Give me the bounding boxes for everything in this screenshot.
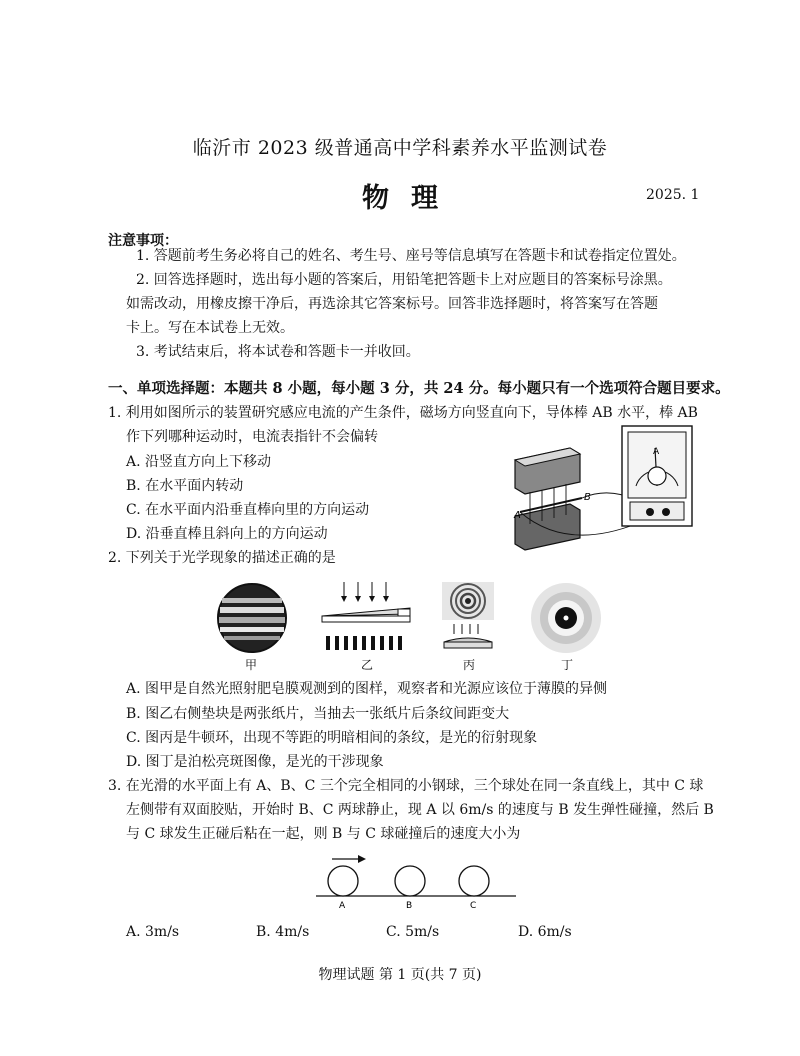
q1-stem-line1: 1. 利用如图所示的装置研究感应电流的产生条件，磁场方向竖直向下，导体棒 AB 水平，棒 AB bbox=[108, 405, 698, 421]
q2-option-a: A. 图甲是自然光照射肥皂膜观测到的图样，观察者和光源应该位于薄膜的异侧 bbox=[126, 681, 608, 697]
q3-option-d: D. 6m/s bbox=[518, 924, 572, 940]
q3-stem-line3: 与 C 球发生正碰后粘在一起，则 B 与 C 球碰撞后的速度大小为 bbox=[126, 826, 521, 842]
exam-title: 临沂市 2023 级普通高中学科素养水平监测试卷 bbox=[192, 137, 608, 159]
q2-option-c: C. 图丙是牛顿环，出现不等距的明暗相间的条纹，是光的衍射现象 bbox=[126, 730, 538, 746]
q1-option-d: D. 沿垂直棒且斜向上的方向运动 bbox=[126, 526, 328, 542]
q1-meter-label: A bbox=[653, 447, 660, 457]
note-item: 如需改动，用橡皮擦干净后，再选涂其它答案标号。回答非选择题时，将答案写在答题 bbox=[126, 296, 658, 312]
ball-label-b: B bbox=[406, 901, 413, 911]
q1-option-c: C. 在水平面内沿垂直棒向里的方向运动 bbox=[126, 502, 370, 518]
page-footer: 物理试题 第 1 页(共 7 页) bbox=[318, 967, 482, 983]
ball-b bbox=[395, 866, 425, 896]
q1-stem-line2: 作下列哪种运动时，电流表指针不会偏转 bbox=[126, 429, 378, 445]
section-heading: 一、单项选择题：本题共 8 小题，每小题 3 分，共 24 分。每小题只有一个选项符合题目要求。 bbox=[108, 380, 730, 397]
notes-heading: 注意事项： bbox=[108, 233, 178, 249]
q3-option-b: B. 4m/s bbox=[256, 924, 310, 940]
exam-date: 2025. 1 bbox=[646, 187, 700, 203]
q3-stem-line1: 3. 在光滑的水平面上有 A、B、C 三个完全相同的小钢球，三个球处在同一条直线上，其中 C 球 bbox=[108, 778, 704, 794]
note-item: 2. 回答选择题时，选出每小题的答案后，用铅笔把答题卡上对应题目的答案标号涂黑。 bbox=[136, 272, 672, 288]
q3-stem-line2: 左侧带有双面胶贴，开始时 B、C 两球静止，现 A 以 6m/s 的速度与 B 发生弹性碰撞，然后 B bbox=[126, 802, 714, 818]
q1-option-b: B. 在水平面内转动 bbox=[126, 478, 244, 494]
q3-balls-figure bbox=[310, 850, 520, 912]
q1-apparatus-figure bbox=[510, 420, 700, 560]
q2-option-d: D. 图丁是泊松亮斑图像，是光的干涉现象 bbox=[126, 754, 384, 770]
note-item: 3. 考试结束后，将本试卷和答题卡一并收回。 bbox=[136, 344, 420, 360]
figure-bing-newton-rings bbox=[440, 580, 496, 656]
note-item: 1. 答题前考生务必将自己的姓名、考生号、座号等信息填写在答题卡和试卷指定位置处。 bbox=[136, 248, 686, 264]
figure-ding-poisson-spot bbox=[530, 582, 602, 654]
ball-label-c: C bbox=[470, 901, 477, 911]
figure-caption-yi: 乙 bbox=[360, 658, 373, 672]
q2-stem: 2. 下列关于光学现象的描述正确的是 bbox=[108, 550, 336, 566]
q3-option-a: A. 3m/s bbox=[126, 924, 180, 940]
q1-label-a: A bbox=[514, 510, 521, 521]
note-item: 卡上。写在本试卷上无效。 bbox=[126, 320, 294, 336]
figure-yi-wedge-film bbox=[320, 580, 416, 656]
figure-caption-jia: 甲 bbox=[244, 658, 257, 672]
q1-option-a: A. 沿竖直方向上下移动 bbox=[126, 454, 272, 470]
figure-jia-soap-film bbox=[216, 582, 288, 654]
subject-title: 物理 bbox=[362, 183, 460, 214]
figure-caption-bing: 丙 bbox=[462, 658, 475, 672]
figure-caption-ding: 丁 bbox=[560, 658, 573, 672]
ball-c bbox=[459, 866, 489, 896]
ball-label-a: A bbox=[339, 901, 346, 911]
q2-option-b: B. 图乙右侧垫块是两张纸片，当抽去一张纸片后条纹间距变大 bbox=[126, 706, 510, 722]
q1-label-b: B bbox=[584, 492, 591, 503]
ball-a bbox=[328, 866, 358, 896]
q3-option-c: C. 5m/s bbox=[386, 924, 440, 940]
